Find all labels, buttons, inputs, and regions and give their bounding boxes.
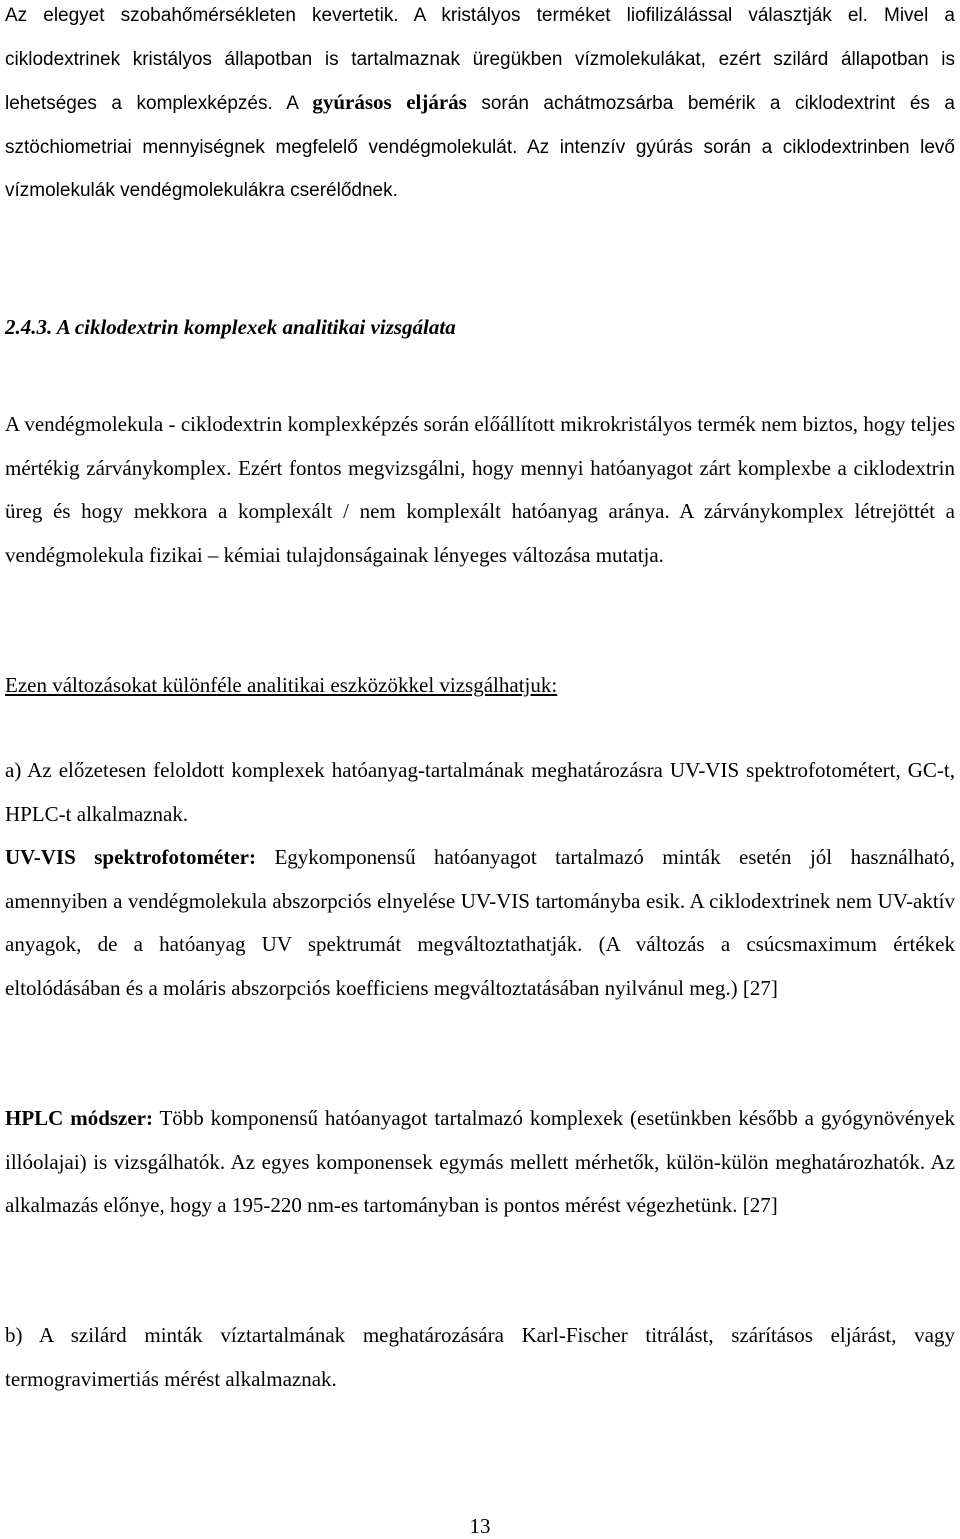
intro-text-2: során achátmozsárba bemérik a ciklodextrint és a sztöchiometriai mennyiségnek megfelelő vendégmolekulát. Az intenzív gyúrás során a ciklodextrinben levő vízmolekulák vendégmolekulákra cserélődnek. (5, 93, 955, 201)
complex-text: A vendégmolekula - ciklodextrin komplexképzés során előállított mikrokristályos termék nem biztos, hogy teljes mértékig zárványkomplex. Ezért fontos megvizsgálni, hogy mennyi hatóanyagot zárt komplexbe a ciklodextrin üreg és hogy mekkora a komplexált / nem komplexált hatóanyag aránya. A zárványkomplex létrejöttét a vendégmolekula fizikai – kémiai tulajdonságainak lényeges változása mutatja. (5, 412, 955, 567)
uvvis-text: Egykomponensű hatóanyagot tartalmazó minták esetén jól használható, amennyiben a vendégmolekula abszorpciós elnyelése UV-VIS tartományba esik. A ciklodextrinek nem UV-aktív anyagok, de a hatóanyag UV spektrumát megváltoztathatják. (A változás a csúcsmaximum értékek eltolódásában és a moláris abszorpciós koefficiens megváltoztatásában nyilvánul meg.) [27] (5, 845, 955, 1000)
analysis-intro: Ezen változásokat különféle analitikai eszközökkel vizsgálhatjuk: (5, 673, 558, 697)
paragraph-a-text: a) Az előzetesen feloldott komplexek hatóanyag-tartalmának meghatározásra UV-VIS spektrofotométert, GC-t, HPLC-t alkalmaznak. (5, 758, 955, 826)
uvvis-label: UV-VIS spektrofotométer: (5, 845, 256, 869)
paragraph-intro (5, 0, 955, 213)
paragraph-a (5, 749, 955, 836)
intro-text-1: Az elegyet szobahőmérsékleten kevertetik. A kristályos terméket liofilizálással választják el. Mivel a ciklodextrinek kristályos állapotban is tartalmaznak üregükben vízmolekulákat, ezért szilárd állapotban is lehetséges a komplexképzés. A (5, 5, 955, 114)
paragraph-b-text: b) A szilárd minták víztartalmának meghatározására Karl-Fischer titrálást, szárításos eljárást, vagy termogravimertiás mérést alkalmaznak. (5, 1323, 955, 1391)
intro-bold-term: gyúrásos eljárás (312, 90, 467, 114)
section-heading: 2.4.3. A ciklodextrin komplexek analitikai vizsgálata (5, 315, 456, 339)
hplc-text: Több komponensű hatóanyagot tartalmazó komplexek (esetünkben később a gyógynövények illóolajai) is vizsgálhatók. Az egyes komponensek egymás mellett mérhetők, külön-külön meghatározhatók. Az alkalmazás előnye, hogy a 195-220 nm-es tartományban is pontos mérést végezhetünk. [27] (5, 1106, 955, 1217)
paragraph-b (5, 1314, 955, 1401)
paragraph-uvvis (5, 836, 955, 1010)
hplc-label: HPLC módszer: (5, 1106, 153, 1130)
paragraph-complex (5, 403, 955, 577)
paragraph-hplc (5, 1097, 955, 1228)
page-number: 13 (469, 1514, 491, 1538)
